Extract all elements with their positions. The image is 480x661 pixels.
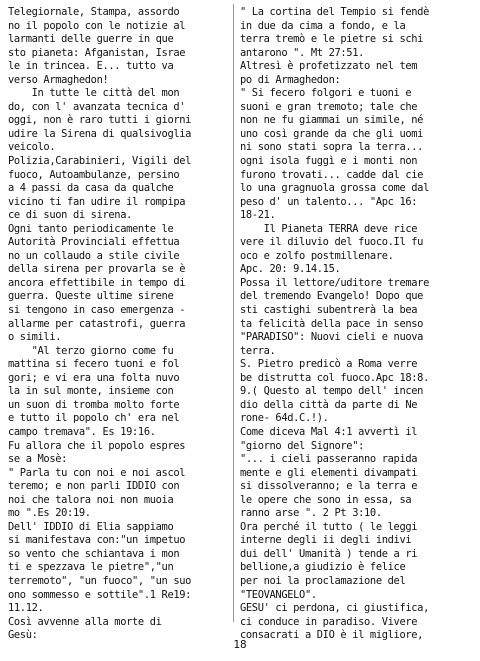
text-line: un suon di tromba molto forte [8, 398, 180, 411]
text-line: " Parla tu con noi e noi ascol [8, 466, 186, 479]
text-line: se a Mosè: [8, 453, 68, 466]
text-line: dui dell' Umanità ) tende a ri [240, 547, 418, 560]
text-line: ni sono stati sopra la terra... [240, 141, 424, 154]
text-line: 9.( Questo al tempo dell' incen [240, 385, 424, 398]
text-line: Così avvenne alla morte di [8, 615, 162, 628]
text-line: consacrati a DIO è il migliore, [240, 629, 424, 642]
text-line: interne degli ii degli indivi [240, 534, 412, 547]
text-line: be distrutta col fuoco.Apc 18:8. [240, 371, 429, 384]
text-line: verso Armaghedon! [8, 73, 109, 86]
text-line: Dell' IDDIO di Elia sappiamo [8, 520, 174, 533]
text-line: per noi la proclamazione del [240, 574, 406, 587]
text-line: lo una gragnuola grossa come dal [240, 182, 429, 195]
text-line: le opere che sono in essa, sa [240, 493, 412, 506]
text-line: "... i cieli passeranno rapida [240, 453, 418, 466]
text-line: Come diceva Mal 4:1 avvertì il [240, 425, 418, 438]
text-line: ancora effettibile in tempo di [8, 276, 186, 289]
text-line: po di Armaghedon: [240, 73, 341, 86]
text-line: no un collaudo a stile civile [8, 249, 180, 262]
text-line: ce di suon di sirena. [8, 209, 133, 222]
right-column [240, 6, 474, 643]
text-line: e tutto il popolo ch' era nel [8, 412, 180, 425]
text-line: oco e zolfo postmillenare. [240, 249, 394, 262]
text-line: le in trincea. E... tutto va [8, 60, 174, 73]
text-line: terremoto", "un fuoco", "un suo [8, 574, 192, 587]
text-line: ci conduce in paradiso. Vivere [240, 615, 418, 628]
left-column [8, 6, 230, 643]
text-line: Ora perché il tutto ( le leggi [240, 520, 418, 533]
text-line: Fu allora che il popolo espres [8, 439, 186, 452]
text-line: guerra. Queste ultime sirene [8, 290, 174, 303]
text-line: furono trovati... cadde dal cie [240, 168, 424, 181]
text-line: si dissolveranno; e la terra e [240, 480, 418, 493]
text-line: ogni isola fuggì e i monti non [240, 155, 418, 168]
text-line: Polizia,Carabinieri, Vigili del [8, 155, 192, 168]
text-line: del tremendo Evangelo! Dopo que [240, 290, 424, 303]
text-line: rone- 64d.C.!). [240, 412, 329, 425]
text-line: veicolo. [8, 141, 56, 154]
text-line: GESU' ci perdona, ci giustifica, [240, 602, 429, 615]
text-line: "TEOVANGELO". [240, 588, 317, 601]
text-line: " La cortina del Tempio si fendè [240, 6, 429, 18]
text-line: gori; e vi era una folta nuvo [8, 371, 180, 384]
text-line: "giorno del Signore": [240, 439, 365, 452]
text-line: Gesù: [8, 629, 38, 642]
text-line: 11.12. [8, 602, 44, 615]
text-line: terra. [240, 344, 276, 357]
text-line: fuoco, Autoambulanze, persino [8, 168, 180, 181]
text-line: terra tremò e le pietre si schi [240, 33, 424, 46]
text-line: bellione,a giudizio è felice [240, 561, 406, 574]
page-number: 18 [233, 638, 247, 651]
text-line: Ogni tanto periodicamente le [8, 222, 174, 235]
text-line: Telegiornale, Stampa, assordo [8, 6, 180, 18]
text-line: " Si fecero folgori e tuoni e [240, 87, 412, 100]
text-line: allarme per catastrofi, guerra [8, 317, 186, 330]
text-line: della sirena per provarla se è [8, 263, 186, 276]
text-line: Possa il lettore/uditore tremare [240, 276, 429, 289]
text-line: "PARADISO": Nuovi cieli e nuova [240, 331, 424, 344]
text-line: si manifestava con:"un impetuo [8, 534, 186, 547]
text-line: In tutte le città del mon [8, 87, 180, 100]
text-line: si tengono in caso emergenza - [8, 304, 186, 317]
text-line: oggi, non è raro tutti i giorni [8, 114, 192, 127]
text-line: noi che talora noi non muoia [8, 493, 174, 506]
text-line: no il popolo con le notizie al [8, 19, 186, 32]
text-line: suoni e gran tremoto; tale che [240, 100, 418, 113]
text-line: Apc. 20: 9.14.15. [240, 263, 341, 276]
text-line: S. Pietro predicò a Roma verre [240, 358, 418, 371]
text-line: antarono ". Mt 27:51. [240, 46, 365, 59]
text-line: peso d' un talento... "Apc 16: [240, 195, 418, 208]
text-line: vere il diluvio del fuoco.Il fu [240, 236, 424, 249]
text-line: mente e gli elementi divampati [240, 466, 418, 479]
text-line: ranno arse ". 2 Pt 3:10. [240, 507, 382, 520]
text-line: teremo; e non parli IDDIO con [8, 480, 180, 493]
text-line: ta felicità della pace in senso [240, 317, 424, 330]
text-line: ono sommesso e sottile".1 Re19: [8, 588, 192, 601]
text-line: udire la Sirena di qualsivoglia [8, 127, 192, 140]
text-line: Autorità Provinciali effettua [8, 236, 180, 249]
column-divider [233, 4, 234, 622]
text-line: larmanti delle guerre in que [8, 33, 174, 46]
text-line: ti e spezzava le pietre","un [8, 561, 174, 574]
text-line: in due da cima a fondo, e la [240, 19, 406, 32]
text-line: mattina si fecero tuoni e fol [8, 358, 180, 371]
text-line: campo tremava". Es 19:16. [8, 425, 156, 438]
text-line: uno così grande da che gli uomi [240, 127, 424, 140]
text-line: sti castighi subentrerà la bea [240, 304, 418, 317]
text-line: Altresì è profetizzato nel tem [240, 60, 418, 73]
text-line: o simili. [8, 331, 62, 344]
text-line: sto pianeta: Afganistan, Israe [8, 46, 186, 59]
text-line: a 4 passi da casa da qualche [8, 182, 174, 195]
text-line: la in sul monte, insieme con [8, 385, 174, 398]
text-line: 18-21. [240, 209, 276, 222]
text-line: do, con l' avanzata tecnica d' [8, 100, 186, 113]
text-line: non ne fu giammai un simile, né [240, 114, 424, 127]
text-line: Il Pianeta TERRA deve rice [240, 222, 418, 235]
text-line: so vento che schiantava i mon [8, 547, 180, 560]
text-line: mo ".Es 20:19. [8, 507, 91, 520]
text-line: "Al terzo giorno come fu [8, 344, 174, 357]
text-line: vicino ti fan udire il rompipa [8, 195, 186, 208]
text-line: dio della città da parte di Ne [240, 398, 418, 411]
